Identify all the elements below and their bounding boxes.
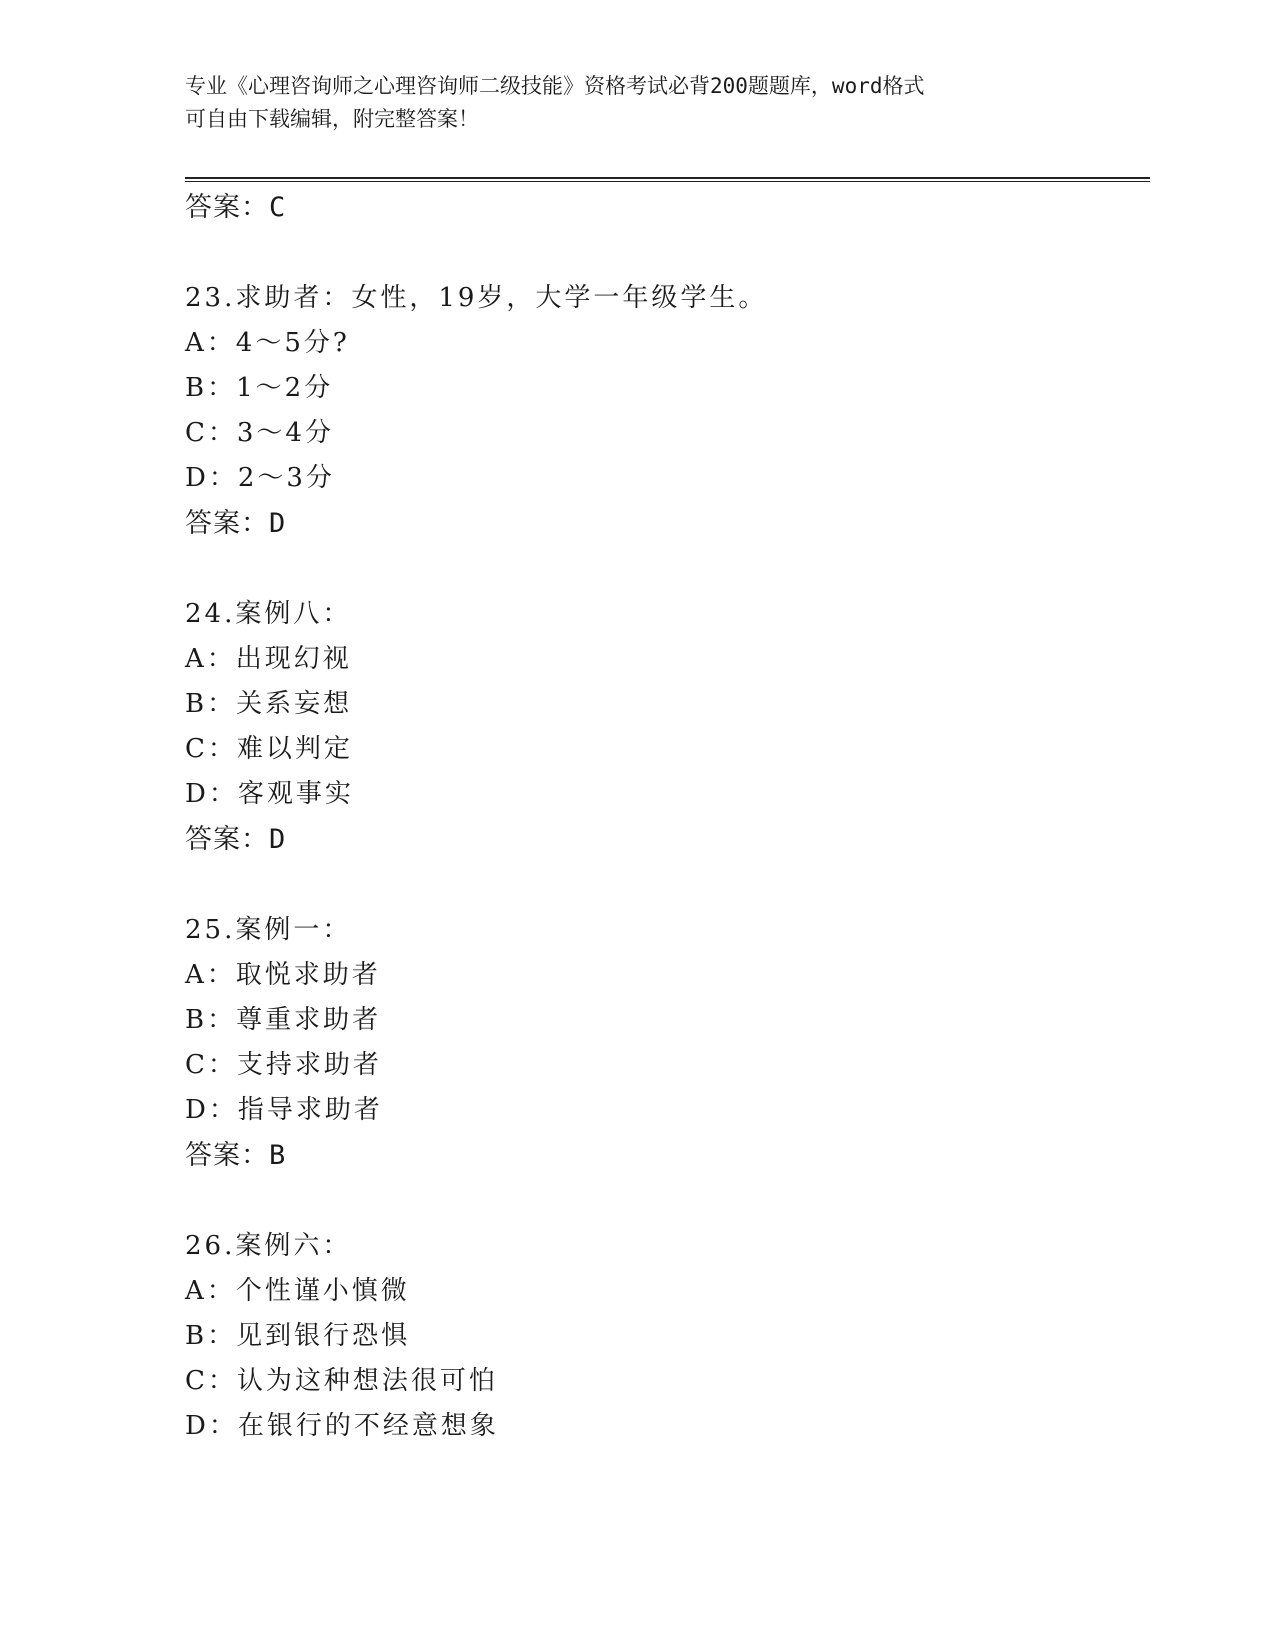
question-stem: 24.案例八： — [185, 599, 352, 629]
question-stem: 25.案例一： — [185, 915, 352, 945]
option-c: C：支持求助者 — [185, 1050, 382, 1080]
answer-line: 答案：D — [185, 824, 287, 855]
option-a: A：出现幻视 — [185, 644, 352, 674]
option-a: A：4～5分? — [185, 328, 350, 358]
option-d: D：2～3分 — [185, 463, 335, 493]
question-23 — [185, 276, 1145, 546]
header-line-1: 专业《心理咨询师之心理咨询师二级技能》资格考试必背200题题库，word格式 — [185, 74, 925, 98]
question-list — [185, 185, 1145, 1449]
question-stem: 23.求助者：女性，19岁，大学一年级学生。 — [185, 283, 768, 313]
option-d: D：客观事实 — [185, 779, 354, 809]
option-b: B：尊重求助者 — [185, 1005, 382, 1035]
option-b: B：1～2分 — [185, 373, 334, 403]
question-24 — [185, 592, 1145, 862]
answer-line: 答案：D — [185, 508, 287, 539]
answer-line: 答案：B — [185, 1140, 287, 1171]
option-b: B：见到银行恐惧 — [185, 1321, 411, 1351]
question-26 — [185, 1224, 1145, 1449]
option-a: A：取悦求助者 — [185, 960, 381, 990]
question-25 — [185, 908, 1145, 1178]
header-line-2: 可自由下载编辑，附完整答案！ — [185, 107, 479, 131]
header-divider — [185, 177, 1150, 182]
option-d: D：指导求助者 — [185, 1095, 383, 1125]
option-b: B：关系妄想 — [185, 689, 353, 719]
option-c: C：3～4分 — [185, 418, 334, 448]
answer-line: 答案：C — [185, 192, 287, 223]
option-d: D：在银行的不经意想象 — [185, 1411, 499, 1441]
option-a: A：个性谨小慎微 — [185, 1276, 410, 1306]
document-header — [185, 70, 1085, 136]
question-stem: 26.案例六： — [185, 1231, 352, 1261]
option-c: C：认为这种想法很可怕 — [185, 1366, 498, 1396]
option-c: C：难以判定 — [185, 734, 353, 764]
